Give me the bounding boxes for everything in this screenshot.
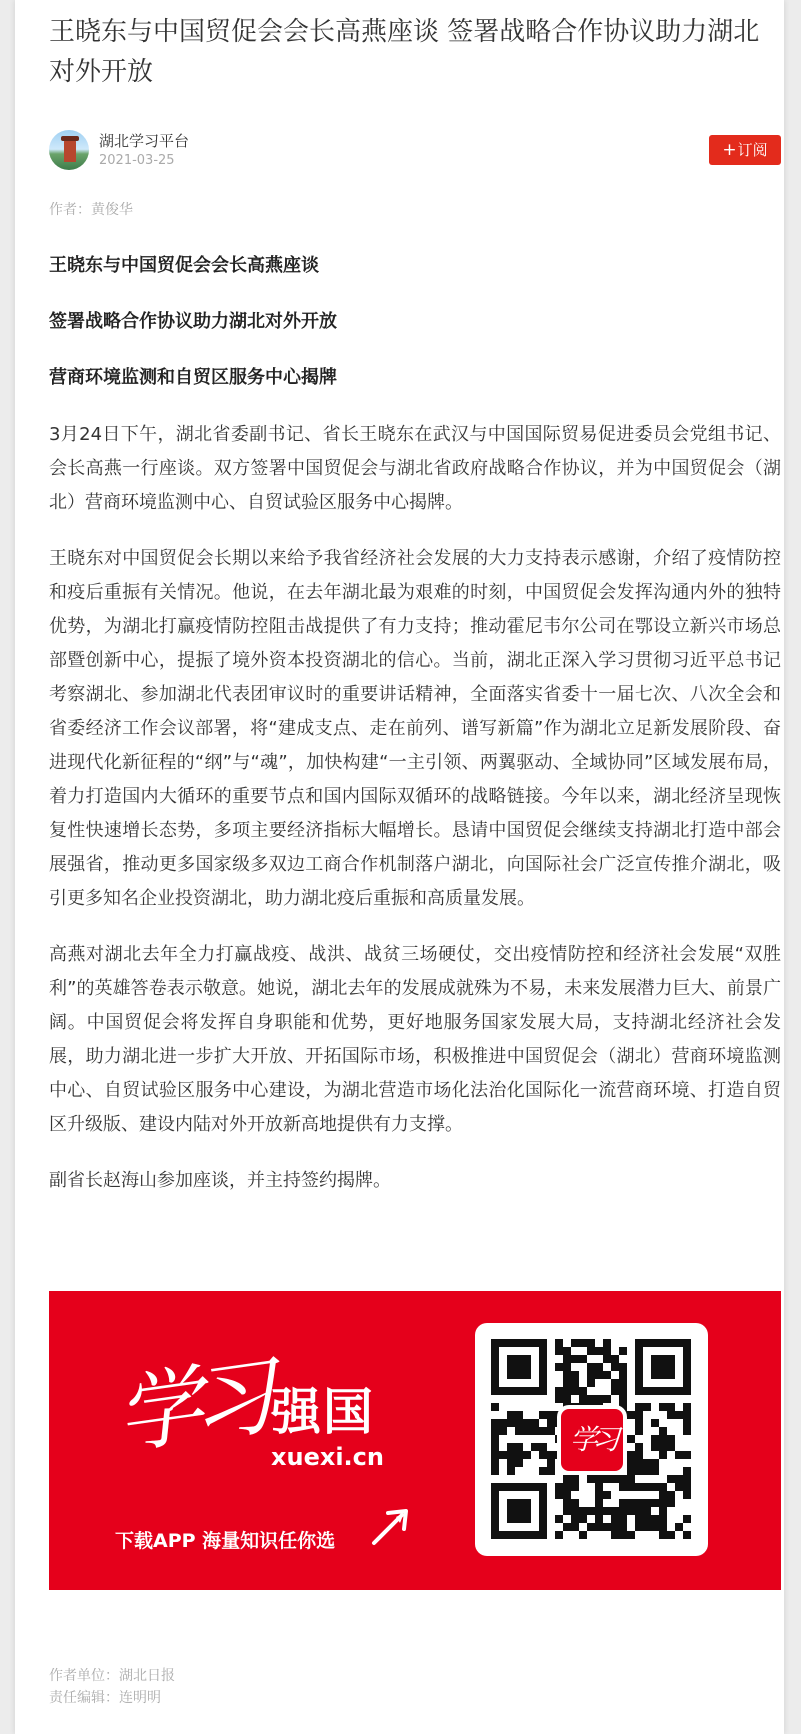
footer-editor: 责任编辑：连明明 bbox=[49, 1690, 161, 1706]
source-name[interactable]: 湖北学习平台 bbox=[99, 132, 190, 150]
xuexi-logo-url: xuexi.cn bbox=[271, 1443, 384, 1471]
qr-card bbox=[475, 1323, 708, 1556]
xuexi-logo-bold: 强国 bbox=[271, 1383, 375, 1441]
xuexi-logo-calligraphy: 学习 bbox=[110, 1347, 271, 1467]
banner-slogan: 下载APP 海量知识任你选 bbox=[115, 1530, 336, 1552]
paragraph: 3月24日下午，湖北省委副书记、省长王晓东在武汉与中国国际贸易促进委员会党组书记、会长高燕一行座谈。双方签署中国贸促会与湖北省政府战略合作协议，并为中国贸促会（湖北）营商环境监测中心、自贸试验区服务中心揭牌。 bbox=[49, 424, 781, 513]
byline: 作者：黄俊华 bbox=[49, 202, 133, 218]
avatar-tower-image bbox=[64, 140, 76, 162]
headline-group bbox=[49, 250, 781, 418]
headline: 签署战略合作协议助力湖北对外开放 bbox=[49, 311, 337, 332]
qr-center-logo: 学习 bbox=[557, 1405, 627, 1475]
plus-icon: + bbox=[722, 140, 737, 160]
headline: 营商环境监测和自贸区服务中心揭牌 bbox=[49, 367, 337, 388]
article-footer bbox=[49, 1665, 781, 1709]
xuexi-app-banner[interactable] bbox=[49, 1291, 781, 1590]
article-title: 王晓东与中国贸促会会长高燕座谈 签署战略合作协议助力湖北对外开放 bbox=[49, 17, 760, 87]
author-row bbox=[49, 130, 781, 172]
subscribe-label: 订阅 bbox=[737, 141, 768, 159]
publish-date: 2021-03-25 bbox=[99, 153, 175, 168]
avatar[interactable] bbox=[49, 130, 89, 170]
footer-unit: 作者单位：湖北日报 bbox=[49, 1668, 175, 1684]
headline: 王晓东与中国贸促会会长高燕座谈 bbox=[49, 255, 319, 276]
article-page bbox=[15, 0, 784, 1734]
subscribe-button[interactable] bbox=[709, 135, 781, 165]
paragraph: 副省长赵海山参加座谈，并主持签约揭牌。 bbox=[49, 1170, 391, 1191]
cursor-arrow-icon bbox=[366, 1503, 416, 1553]
paragraph: 王晓东对中国贸促会长期以来给予我省经济社会发展的大力支持表示感谢，介绍了疫情防控和疫后重振有关情况。他说，在去年湖北最为艰难的时刻，中国贸促会发挥沟通内外的独特优势，为湖北打赢疫情防控阻击战提供了有力支持；推动霍尼韦尔公司在鄂设立新兴市场总部暨创新中心，提振了境外资本投资湖北的信心。当前，湖北正深入学习贯彻习近平总书记考察湖北、参加湖北代表团审议时的重要讲话精神，全面落实省委十一届七次、八次全会和省委经济工作会议部署，将“建成支点、走在前列、谱写新篇”作为湖北立足新发展阶段、奋进现代化新征程的“纲”与“魂”，加快构建“一主引领、两翼驱动、全域协同”区域发展布局，着力打造国内大循环的重要节点和国内国际双循环的战略链接。今年以来，湖北经济呈现恢复性快速增长态势，多项主要经济指标大幅增长。恳请中国贸促会继续支持湖北打造中部会展强省，推动更多国家级多双边工商合作机制落户湖北，向国际社会广泛宣传推介湖北，吸引更多知名企业投资湖北，助力湖北疫后重振和高质量发展。 bbox=[49, 548, 781, 909]
article-body bbox=[49, 418, 781, 1220]
paragraph: 高燕对湖北去年全力打赢战疫、战洪、战贫三场硬仗，交出疫情防控和经济社会发展“双胜利”的英雄答卷表示敬意。她说，湖北去年的发展成就殊为不易，未来发展潜力巨大、前景广阔。中国贸促会将发挥自身职能和优势，更好地服务国家发展大局，支持湖北经济社会发展，助力湖北进一步扩大开放、开拓国际市场，积极推进中国贸促会（湖北）营商环境监测中心、自贸试验区服务中心建设，为湖北营造市场化法治化国际化一流营商环境、打造自贸区升级版、建设内陆对外开放新高地提供有力支撑。 bbox=[49, 944, 781, 1135]
